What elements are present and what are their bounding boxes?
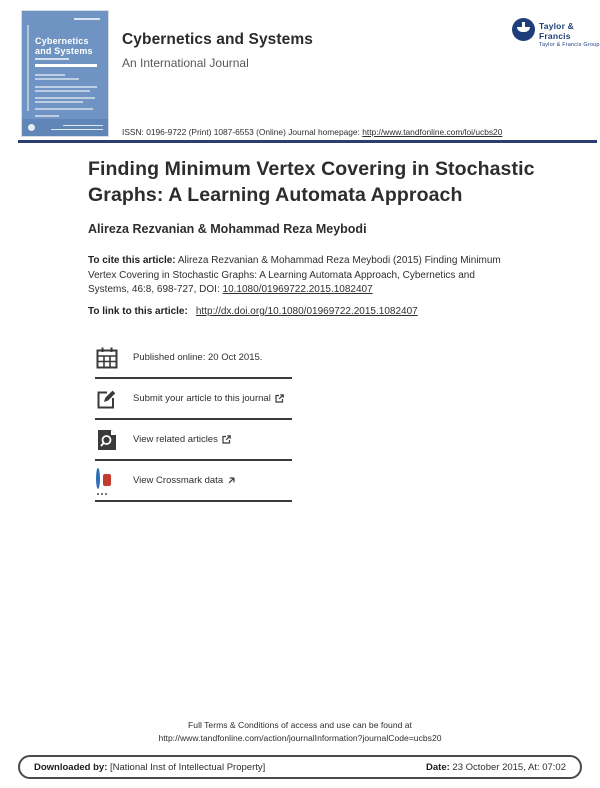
publisher-logo-text [539, 21, 600, 48]
download-date-value: 23 October 2015, At: 07:02 [449, 761, 566, 773]
terms-note [0, 719, 600, 745]
publisher-group: Taylor & Francis Group [539, 42, 600, 48]
cover-textline [35, 78, 79, 80]
cite-label: To cite this article: [88, 255, 176, 266]
downloaded-by-label: Downloaded by: [34, 761, 108, 773]
download-info-bar [18, 755, 582, 779]
external-link-icon [227, 476, 236, 485]
view-crossmark-row[interactable] [95, 461, 292, 502]
journal-homepage-link[interactable]: http://www.tandfonline.com/loi/ucbs20 [362, 127, 503, 137]
cover-textline [35, 115, 59, 117]
published-online-row [95, 338, 292, 379]
header-divider [18, 140, 597, 143]
article-authors: Alireza Rezvanian & Mohammad Reza Meybodi [88, 222, 367, 236]
submit-article-row[interactable] [95, 379, 292, 420]
external-link-icon [222, 435, 231, 444]
download-date [426, 762, 566, 773]
cover-textline [35, 86, 97, 88]
cover-issn-microtext [74, 18, 100, 20]
issn-text: ISSN: 0196-9722 (Print) 1087-6553 (Online) Journal homepage: [122, 127, 363, 137]
submit-article-text: Submit your article to this journal [133, 393, 271, 404]
cite-text: Alireza Rezvanian & Mohammad Reza Meybodi (2015) Finding Minimum Vertex Covering in Stochastic Graphs: A Learning Automata Approach, Cybernetics and Systems, 46:8, 698-727, DOI: [88, 255, 501, 295]
article-actions [95, 338, 292, 502]
journal-subtitle: An International Journal [122, 56, 249, 70]
terms-url: http://www.tandfonline.com/action/journalInformation?journalCode=ucbs20 [158, 733, 442, 743]
cover-publisher-mark [28, 124, 35, 131]
publisher-name: Taylor & Francis [539, 21, 574, 41]
article-title-line2: Graphs: A Learning Automata Approach [88, 184, 463, 206]
cover-footer-band [22, 119, 108, 136]
cover-footer-textline [63, 125, 103, 127]
published-online-label: Published online: 20 Oct 2015. [133, 352, 263, 363]
cover-footer-textline [51, 129, 103, 131]
issn-line [122, 127, 502, 137]
terms-line1: Full Terms & Conditions of access and use can be found at [188, 720, 412, 730]
view-crossmark-text: View Crossmark data [133, 475, 224, 486]
cover-textline [35, 101, 83, 103]
taylor-francis-ship-icon [512, 18, 535, 41]
download-date-label: Date: [426, 761, 450, 773]
journal-cover-thumbnail [21, 10, 109, 137]
article-doi-link[interactable]: http://dx.doi.org/10.1080/01969722.2015.1082407 [195, 306, 418, 317]
crossmark-icon [95, 470, 119, 492]
cover-title: Cybernetics and Systems [35, 36, 93, 56]
cover-textline [35, 108, 93, 110]
submit-article-label[interactable] [133, 393, 284, 404]
publisher-logo [512, 18, 600, 48]
cover-textline [35, 90, 90, 92]
external-link-icon [275, 394, 284, 403]
view-related-text: View related articles [133, 434, 218, 445]
view-related-row[interactable] [95, 420, 292, 461]
calendar-icon [95, 347, 119, 369]
submit-icon [95, 388, 119, 410]
downloaded-by-value: [National Inst of Intellectual Property] [107, 761, 266, 773]
cover-textline [35, 74, 65, 76]
view-related-label[interactable] [133, 434, 231, 445]
related-articles-icon [95, 429, 119, 451]
downloaded-by [34, 762, 265, 773]
cover-subtitle-microtext [35, 58, 69, 60]
cover-rule [35, 64, 97, 67]
article-title-line1: Finding Minimum Vertex Covering in Stochastic [88, 158, 535, 180]
cite-doi-link[interactable]: 10.1080/01969722.2015.1082407 [222, 284, 373, 295]
cover-textline [35, 97, 95, 99]
view-crossmark-label[interactable] [133, 475, 236, 486]
link-line [88, 306, 418, 317]
journal-heading [122, 31, 313, 70]
citation-block [88, 254, 516, 298]
article-title [88, 156, 558, 208]
cover-spine-microtext [27, 25, 29, 111]
journal-title: Cybernetics and Systems [122, 31, 313, 48]
link-label: To link to this article: [88, 306, 188, 317]
